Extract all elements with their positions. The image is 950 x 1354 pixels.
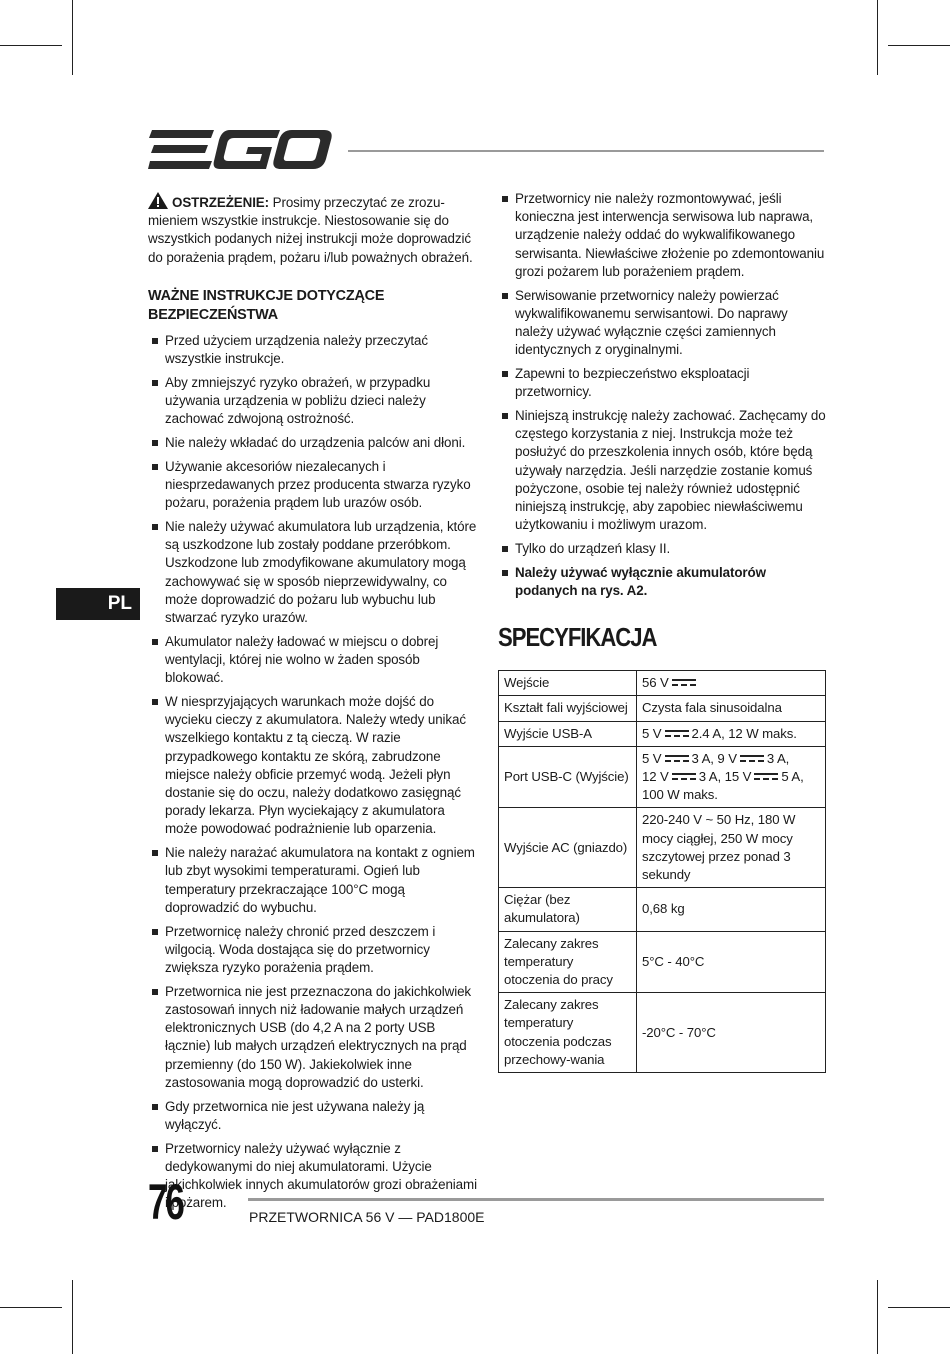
- list-item: Gdy przetwornica nie jest używana należy ją wyłączyć.: [148, 1098, 478, 1134]
- list-item: Używanie akcesoriów niezalecanych i niesprzedawanych przez producenta stwarza ryzyko pożaru, porażenia prądem lub urazów osób.: [148, 458, 478, 513]
- language-tab: [56, 588, 140, 620]
- left-column: [148, 192, 478, 1218]
- table-row: [499, 696, 826, 721]
- spec-value-text: 5 V: [642, 750, 662, 766]
- page-number: 76: [148, 1174, 183, 1230]
- spec-key: Wyjście AC (gniazdo): [499, 808, 637, 888]
- crop-mark: [72, 0, 73, 75]
- spec-value-text: 5 V: [642, 725, 662, 741]
- list-item: W niesprzyjających warunkach może dojść do wycieku cieczy z akumulatora. Należy wtedy unikać wszelkiego kontaktu z tą cieczą. W razie przypadkowego kontaktu ze skórą, zabrudzone miejsce należy obficie przemyć wodą. Jeżeli płyn dostanie się do oczu, należy dodatkowo zasięgnąć porady lekarza. Płyn wyciekający z akumulatora może powodować podrażnienie lub oparzenia.: [148, 693, 478, 839]
- list-item: Przed użyciem urządzenia należy przeczytać wszystkie instrukcje.: [148, 332, 478, 368]
- crop-mark: [877, 0, 878, 75]
- table-row: [499, 931, 826, 993]
- spec-value: [637, 671, 826, 696]
- list-item: Nie należy wkładać do urządzenia palców ani dłoni.: [148, 434, 478, 452]
- dc-symbol-icon: [665, 729, 689, 738]
- crop-mark: [0, 1307, 62, 1308]
- crop-mark: [888, 1307, 950, 1308]
- spec-value: [637, 746, 826, 808]
- spec-key: Zalecany zakres temperatury otoczenia do pracy: [499, 931, 637, 993]
- warning-paragraph: [148, 192, 478, 267]
- dc-symbol-icon: [672, 678, 696, 687]
- spec-value-text: 3 A, 9 V: [691, 750, 737, 766]
- spec-value: Czysta fala sinusoidalna: [637, 696, 826, 721]
- table-row: [499, 808, 826, 888]
- spec-value-text: 3 A, 15 V: [698, 769, 752, 785]
- crop-mark: [0, 45, 62, 46]
- spec-table: [498, 670, 826, 1073]
- spec-value-text: 2.4 A, 12 W maks.: [691, 725, 797, 741]
- spec-value: 0,68 kg: [637, 888, 826, 931]
- spec-value: 5°C - 40°C: [637, 931, 826, 993]
- dc-symbol-icon: [754, 772, 778, 781]
- safety-list-left: [148, 332, 478, 1213]
- table-row: [499, 746, 826, 808]
- dc-symbol-icon: [740, 754, 764, 763]
- spec-value: 220-240 V ~ 50 Hz, 180 W mocy ciągłej, 250 W mocy szczytowej przez ponad 3 sekundy: [637, 808, 826, 888]
- spec-value: -20°C - 70°C: [637, 993, 826, 1073]
- list-item: Serwisowanie przetwornicy należy powierzać wykwalifikowanemu serwisantowi. Do naprawy należy używać wyłącznie części zamiennych identycznych z oryginalnymi.: [498, 287, 826, 360]
- safety-list-right: [498, 190, 826, 600]
- spec-value-text: 3 A,: [766, 750, 790, 766]
- safety-heading: WAŻNE INSTRUKCJE DOTYCZĄCE BEZPIECZEŃSTWA: [148, 287, 385, 324]
- language-label: PL: [107, 593, 132, 614]
- table-row: [499, 721, 826, 746]
- spec-key: Kształt fali wyjściowej: [499, 696, 637, 721]
- table-row: [499, 671, 826, 696]
- list-item: Akumulator należy ładować w miejscu o dobrej wentylacji, której nie wolno w żaden sposób blokować.: [148, 633, 478, 688]
- spec-key: Port USB-C (Wyjście): [499, 746, 637, 808]
- crop-mark: [72, 1280, 73, 1354]
- list-item: Przetwornicę należy chronić przed deszczem i wilgocią. Woda dostająca się do przetwornicy zwiększa ryzyko porażenia prądem.: [148, 923, 478, 978]
- spec-key: Wejście: [499, 671, 637, 696]
- spec-value-text: 12 V: [642, 769, 669, 785]
- list-item: Przetwornicy należy używać wyłącznie z dedykowanymi do niej akumulatorami. Użycie jakichkolwiek innych akumulatorów grozi obrażeniami i pożarem.: [148, 1140, 478, 1213]
- header-rule: [348, 150, 824, 152]
- dc-symbol-icon: [672, 772, 696, 781]
- warning-triangle-icon: [148, 192, 168, 209]
- crop-mark: [877, 1280, 878, 1354]
- spec-value: [637, 721, 826, 746]
- dc-symbol-icon: [665, 754, 689, 763]
- list-item: Przetwornica nie jest przeznaczona do jakichkolwiek zastosowań innych niż ładowanie małych urządzeń elektronicznych USB (do 4,2 A na 2 porty USB łącznie) lub małych urządzeń elektrycznych na prąd przemienny (do 150 W). Jakiekolwiek inne zastosowania mogą doprowadzić do usterki.: [148, 983, 478, 1092]
- spec-value-text: 5 A,: [781, 769, 804, 785]
- list-item: Nie należy używać akumulatora lub urządzenia, które są uszkodzone lub zostały poddane przeróbkom. Uszkodzone lub zmodyfikowane akumulatory mogą zachowywać się w sposób nieprzewidywalny, co może doprowadzić do pożaru lub wybuchu lub stwarzać ryzyko urazów.: [148, 518, 478, 627]
- warning-text: Prosimy przeczytać ze zrozu-mieniem wszystkie instrukcje. Niestosowanie się do wszystkich podanych niżej instrukcji może doprowadzić do porażenia prądem, pożaru i/lub poważnych obrażeń.: [148, 195, 473, 265]
- crop-mark: [888, 45, 950, 46]
- list-item: Przetwornicy nie należy rozmontowywać, jeśli konieczna jest interwencja serwisowa lub naprawa, urządzenie należy oddać do wykwalifikowanego serwisanta. Niewłaściwe złożenie po zdemontowaniu grozi pożarem lub porażeniem prądem.: [498, 190, 826, 281]
- footer-rule: [248, 1198, 824, 1201]
- spec-value-text: 100 W maks.: [642, 787, 718, 803]
- spec-heading: SPECYFIKACJA: [498, 622, 657, 653]
- list-item-bold: Należy używać wyłącznie akumulatorów podanych na rys. A2.: [498, 564, 826, 600]
- footer-product: PRZETWORNICA 56 V — PAD1800E: [249, 1209, 485, 1225]
- list-item: Aby zmniejszyć ryzyko obrażeń, w przypadku używania urządzenia w pobliżu dzieci należy zachować zdwojoną ostrożność.: [148, 374, 478, 429]
- table-row: [499, 888, 826, 931]
- ego-logo: [148, 128, 333, 172]
- list-item: Tylko do urządzeń klasy II.: [498, 540, 826, 558]
- list-item: Zapewni to bezpieczeństwo eksploatacji przetwornicy.: [498, 365, 826, 401]
- list-item: Nie należy narażać akumulatora na kontakt z ogniem lub zbyt wysokimi temperaturami. Ogień lub temperatury przekraczające 100°C mogą doprowadzić do wybuchu.: [148, 844, 478, 917]
- right-column: [498, 190, 826, 1073]
- list-item: Niniejszą instrukcję należy zachować. Zachęcamy do częstego korzystania z niej. Instrukcja może też posłużyć do przeszkolenia innych osób, które będą używały narzędzia. Jeśli narzędzie zostanie komuś pożyczone, osobie tej należy również udostępnić niniejszą instrukcję, aby zapobiec niewłaściwemu użytkowaniu i możliwym urazom.: [498, 407, 826, 534]
- spec-key: Ciężar (bez akumulatora): [499, 888, 637, 931]
- spec-key: Wyjście USB-A: [499, 721, 637, 746]
- spec-value-text: 56 V: [642, 675, 669, 691]
- spec-key: Zalecany zakres temperatury otoczenia podczas przechowy-wania: [499, 993, 637, 1073]
- table-row: [499, 993, 826, 1073]
- warning-label: OSTRZEŻENIE:: [172, 195, 270, 210]
